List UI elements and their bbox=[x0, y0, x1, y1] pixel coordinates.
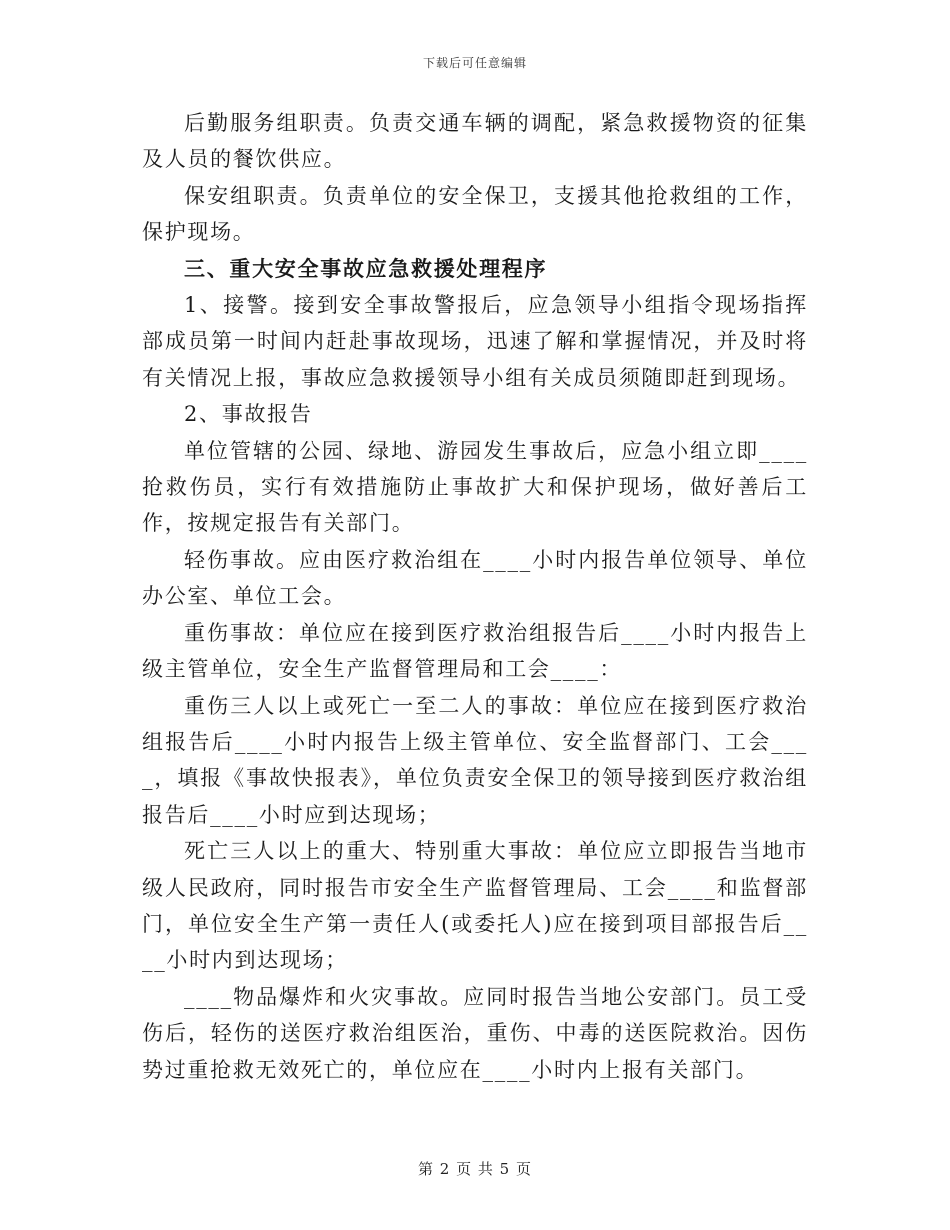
paragraph-logistics-duty: 后勤服务组职责。负责交通车辆的调配，紧急救援物资的征集及人员的餐饮供应。 bbox=[142, 111, 808, 172]
paragraph-major-accident: 死亡三人以上的重大、特别重大事故：单位应立即报告当地市级人民政府，同时报告市安全生产监督管理局、工会____和监督部门，单位安全生产第一责任人(或委托人)应在接到项目部报告后____小时内到达现场； bbox=[142, 839, 808, 973]
section-heading: 三、重大安全事故应急救援处理程序 bbox=[184, 255, 548, 281]
subheading-accident-report: 2、事故报告 bbox=[184, 402, 313, 427]
document-body bbox=[142, 105, 808, 1088]
paragraph-multiple-casualties: 重伤三人以上或死亡一至二人的事故：单位应在接到医疗救治组报告后____小时内报告上级主管单位、安全监督部门、工会____，填报《事故快报表》，单位负责安全保卫的领导接到医疗救治组报告后____小时应到达现场； bbox=[142, 693, 808, 827]
page-number: 第 2 页 共 5 页 bbox=[418, 1160, 532, 1178]
paragraph-alarm: 1、接警。接到安全事故警报后，应急领导小组指令现场指挥部成员第一时间内赶赴事故现场，迅速了解和掌握情况，并及时将有关情况上报，事故应急救援领导小组有关成员须随即赶到现场。 bbox=[142, 293, 808, 390]
paragraph-explosion-fire: ____物品爆炸和火灾事故。应同时报告当地公安部门。员工受伤后，轻伤的送医疗救治组医治，重伤、中毒的送医院救治。因伤势过重抢救无效死亡的，单位应在____小时内上报有关部门。 bbox=[142, 984, 808, 1082]
paragraph-serious-injury: 重伤事故：单位应在接到医疗救治组报告后____小时内报告上级主管单位，安全生产监督管理局和工会____： bbox=[142, 620, 808, 682]
paragraph-minor-injury: 轻伤事故。应由医疗救治组在____小时内报告单位领导、单位办公室、单位工会。 bbox=[142, 547, 808, 609]
paragraph-report-procedure: 单位管辖的公园、绿地、游园发生事故后，应急小组立即____抢救伤员，实行有效措施防止事故扩大和保护现场，做好善后工作，按规定报告有关部门。 bbox=[142, 438, 808, 536]
page-header: 下载后可任意编辑 bbox=[422, 56, 527, 70]
paragraph-security-duty: 保安组职责。负责单位的安全保卫，支援其他抢救组的工作，保护现场。 bbox=[142, 183, 808, 245]
